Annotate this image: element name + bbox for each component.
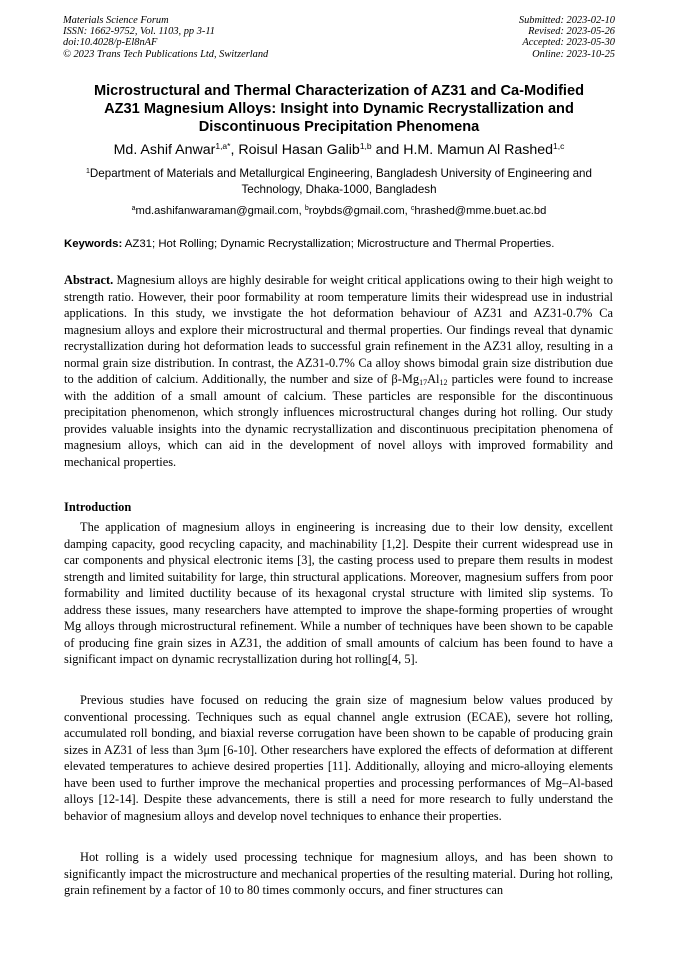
email-mark: c — [410, 205, 415, 212]
author-affiliation-mark: 1,b — [359, 141, 372, 151]
intro-paragraph — [64, 692, 613, 824]
abstract-text: particles were found to increase with the addition of a small amount of calcium. These particles are responsible for the discontinuous precipitation phenomenon, which strongly influences microstructural changes during hot rolling. Our study provides valuable insights into the dynamic recrystallization and discontinuous precipitation phenomena of magnesium alloys, which can aid in the development of novel alloys with improved formability and mechanical properties. — [64, 372, 613, 469]
formula-subscript: 12 — [439, 378, 448, 387]
journal-issn: ISSN: 1662-9752, Vol. 1103, pp 3-11 — [63, 26, 215, 38]
keywords-text: AZ31; Hot Rolling; Dynamic Recrystallization; Microstructure and Thermal Properties. — [122, 238, 555, 250]
paragraph-text: Hot rolling is a widely used processing technique for magnesium alloys, and has been shown to significantly impact the microstructure and mechanical properties of the resulting material. During hot rolling, grain refinement by a factor of 10 to 80 times commonly occurs, and finer structures can — [64, 850, 613, 897]
author-list — [55, 141, 623, 159]
abstract — [64, 272, 613, 470]
email-link[interactable]: hrashed@mme.buet.ac.bd — [414, 205, 547, 217]
paragraph-text: The application of magnesium alloys in engineering is increasing due to their low density, excellent damping capacity, good recycling capacity, and machinability [1,2]. Despite their current widespread use in car components and physical electronic items [3], the casting process used to prepare them results in modest strength and limited suitability for large, thin structural applications. Moreover, magnesium suffers from poor formability and limited ductility because of its hexagonal crystal structure with limited slip systems. To address these issues, many researchers have attempted to improve the shape-forming properties of wrought Mg alloys through microstructural refinement. While a number of techniques have been shown to be capable of producing fine grain sizes in AZ31, the addition of small amounts of calcium has been found to have a significant impact on dynamic recrystallization during hot rolling[4, 5]. — [64, 520, 613, 666]
formula-subscript: 17 — [419, 378, 428, 387]
title-line: Microstructural and Thermal Characterization of AZ31 and Ca-Modified — [93, 83, 585, 99]
affiliation-text: Department of Materials and Metallurgical Engineering, Bangladesh University of Engineering and Technology, Dhaka-1000, Bangladesh — [89, 167, 592, 196]
paragraph-text: Previous studies have focused on reducing the grain size of magnesium below values produced by conventional processing. Techniques such as equal channel angle extrusion (ECAE), severe hot rolling, accumulated roll bonding, and biaxial reverse corrugation have been shown to be capable of producing grain sizes in AZ31 of less than 3μm [6-10]. Other researchers have explored the effects of deformation at different elevated temperatures to achieve desired properties [11]. Additionally, alloying and micro-alloying elements have been used to further improve the mechanical properties and processing performances of Mg–Al-based alloys [12-14]. Despite these advancements, there is still a need for more research to fully understand the behavior of magnesium alloys and develop novel techniques to enhance their properties. — [64, 693, 613, 823]
section-heading-introduction: Introduction — [64, 500, 132, 514]
formula-text: Al — [427, 372, 440, 386]
author-name: Roisul Hasan Galib — [238, 142, 360, 158]
intro-paragraph — [64, 849, 613, 899]
abstract-label: Abstract. — [64, 273, 114, 287]
email-link[interactable]: roybds@gmail.com — [308, 205, 405, 217]
submitted-date: Submitted: 2023-02-10 — [518, 15, 615, 26]
submission-dates — [519, 15, 615, 60]
author-name: Md. Ashif Anwar — [113, 142, 216, 158]
journal-name: Materials Science Forum — [63, 15, 169, 26]
author-name: H.M. Mamun Al Rashed — [403, 142, 554, 158]
journal-copyright: © 2023 Trans Tech Publications Ltd, Switzerland — [63, 48, 269, 60]
title-line: AZ31 Magnesium Alloys: Insight into Dynamic Recrystallization and — [104, 101, 574, 117]
affiliation-mark: 1 — [86, 168, 90, 175]
email-link[interactable]: md.ashifanwaraman@gmail.com — [135, 205, 299, 217]
journal-info — [63, 15, 268, 60]
paper-title — [55, 82, 623, 136]
intro-paragraph — [64, 519, 613, 668]
author-emails — [55, 204, 623, 218]
affiliation — [60, 166, 618, 198]
author-affiliation-mark: 1,c — [553, 141, 565, 151]
keywords-label: Keywords: — [64, 238, 123, 250]
email-separator: , — [298, 205, 305, 217]
email-mark: b — [304, 205, 309, 212]
title-line: Discontinuous Precipitation Phenomena — [198, 119, 480, 135]
email-mark: a — [131, 205, 136, 212]
email-separator: , — [404, 205, 411, 217]
author-separator: and — [371, 142, 404, 158]
accepted-date: Accepted: 2023-05-30 — [522, 37, 615, 49]
keywords — [64, 237, 624, 251]
author-separator: , — [230, 142, 239, 158]
revised-date: Revised: 2023-05-26 — [528, 26, 615, 38]
author-affiliation-mark: 1,a* — [215, 141, 231, 151]
online-date: Online: 2023-10-25 — [532, 48, 615, 60]
journal-doi: doi:10.4028/p-El8nAF — [63, 37, 158, 49]
abstract-text: Magnesium alloys are highly desirable for weight critical applications owing to their high weight to strength ratio. However, their poor formability at room temperature limits their widespread use in industrial applications. In this study, we invstigate the hot deformation behaviour of AZ31 and AZ31-0.7% Ca magnesium alloys and explore their microstructural and thermal properties. Our findings reveal that dynamic recrystallization during hot deformation leads to successful grain refinement in the AZ31 alloy, resulting in a normal grain size distribution. In contrast, the AZ31-0.7% Ca alloy shows bimodal grain size distribution due to the addition of calcium. Additionally, the number and size of β-Mg — [64, 273, 613, 386]
